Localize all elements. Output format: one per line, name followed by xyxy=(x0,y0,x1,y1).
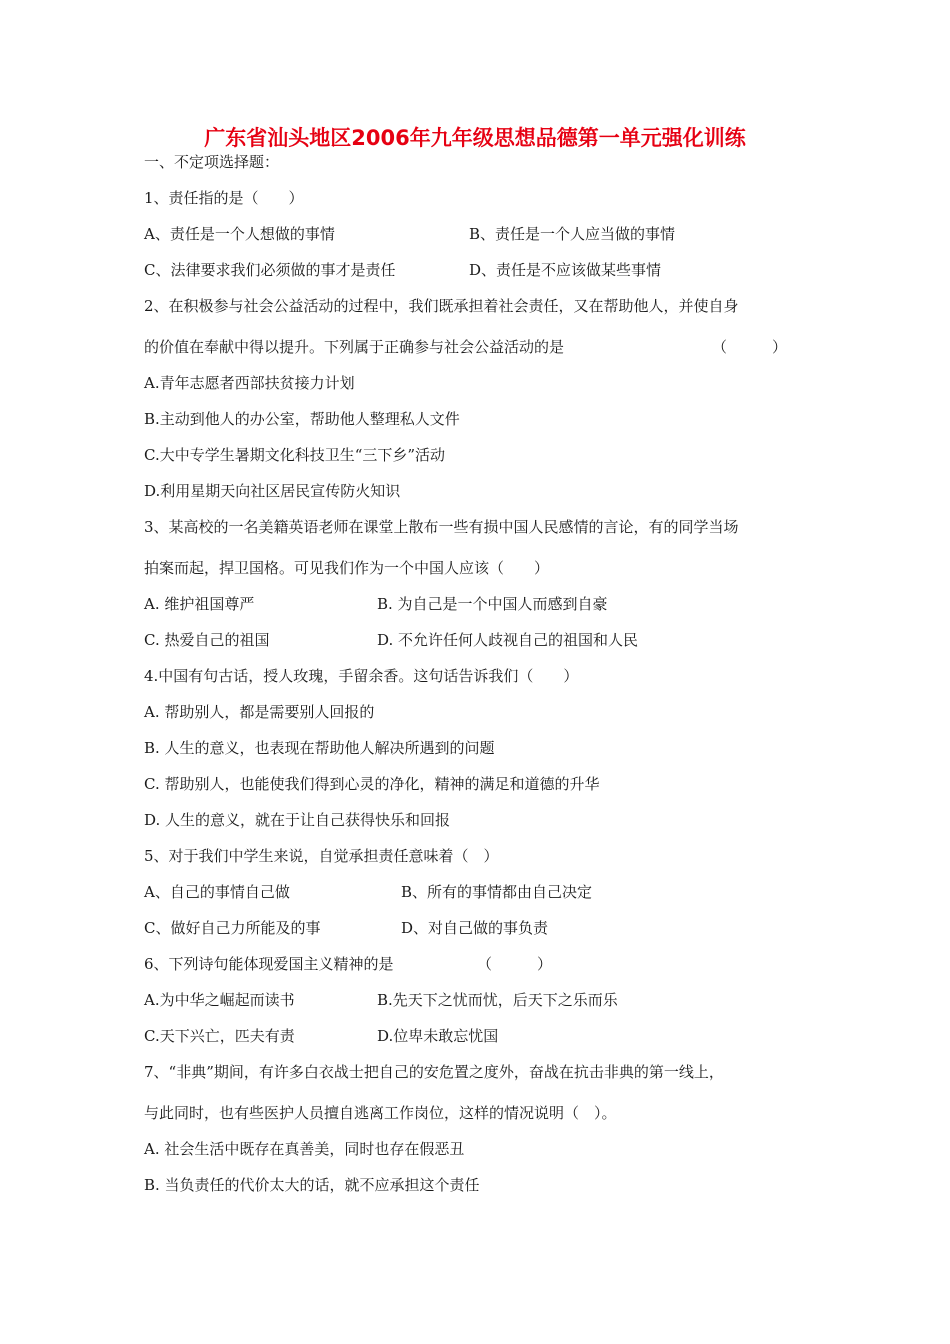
question-2-option: B.主动到他人的办公室，帮助他人整理私人文件 xyxy=(144,410,460,428)
option-c: C. 热爱自己的祖国 xyxy=(144,631,270,649)
option-a: A、自己的事情自己做 xyxy=(144,883,290,901)
question-6-option-row xyxy=(144,990,618,1010)
question-4-option: A. 帮助别人，都是需要别人回报的 xyxy=(144,703,375,721)
question-2-stem: 2、在积极参与社会公益活动的过程中，我们既承担着社会责任，又在帮助他人，并使自身 xyxy=(144,297,739,315)
option-a: A、责任是一个人想做的事情 xyxy=(144,225,335,243)
option-a: A.为中华之崛起而读书 xyxy=(144,991,295,1009)
question-3-stem-cont: 拍案而起，捍卫国格。可见我们作为一个中国人应该（ ） xyxy=(144,559,550,577)
section-heading: 一、不定项选择题： xyxy=(144,153,280,171)
question-5-option-row xyxy=(144,918,549,938)
question-3-stem: 3、某高校的一名美籍英语老师在课堂上散布一些有损中国人民感情的言论，有的同学当场 xyxy=(144,518,739,536)
question-4-option: D. 人生的意义，就在于让自己获得快乐和回报 xyxy=(144,811,451,829)
question-2-option: C.大中专学生暑期文化科技卫生“三下乡”活动 xyxy=(144,446,446,464)
option-d: D. 不允许任何人歧视自己的祖国和人民 xyxy=(377,631,639,649)
option-b: B.先天下之忧而忧，后天下之乐而乐 xyxy=(377,991,618,1009)
question-2-option: D.利用星期天向社区居民宣传防火知识 xyxy=(144,482,401,500)
question-3-option-row xyxy=(144,594,608,614)
question-3-option-row xyxy=(144,630,639,650)
question-2-option: A.青年志愿者西部扶贫接力计划 xyxy=(144,374,355,392)
question-4-option: B. 人生的意义，也表现在帮助他人解决所遇到的问题 xyxy=(144,739,495,757)
document-title: 广东省汕头地区2006年九年级思想品德第一单元强化训练 xyxy=(204,126,746,150)
question-1-stem: 1、责任指的是（ ） xyxy=(144,189,304,207)
option-b: B. 为自己是一个中国人而感到自豪 xyxy=(377,595,608,613)
option-d: D.位卑未敢忘忧国 xyxy=(377,1027,499,1045)
question-5-option-row xyxy=(144,882,593,902)
option-c: C.天下兴亡，匹夫有责 xyxy=(144,1027,295,1045)
question-7-stem-cont: 与此同时，也有些医护人员擅自逃离工作岗位，这样的情况说明（ ）。 xyxy=(144,1104,617,1122)
option-b: B、责任是一个人应当做的事情 xyxy=(469,225,676,243)
answer-blank: （ ） xyxy=(712,338,788,356)
question-6-option-row xyxy=(144,1026,499,1046)
option-c: C、做好自己力所能及的事 xyxy=(144,919,321,937)
option-d: D、对自己做的事负责 xyxy=(401,919,549,937)
question-5-stem: 5、对于我们中学生来说，自觉承担责任意味着（ ） xyxy=(144,847,499,865)
question-7-option: A. 社会生活中既存在真善美，同时也存在假恶丑 xyxy=(144,1140,465,1158)
question-1-option-row xyxy=(144,224,676,244)
question-6-stem: 6、下列诗句能体现爱国主义精神的是 （ ） xyxy=(144,955,553,973)
option-c: C、法律要求我们必须做的事才是责任 xyxy=(144,261,396,279)
option-d: D、责任是不应该做某些事情 xyxy=(469,261,662,279)
answer-blank: （ ） xyxy=(477,955,553,973)
question-7-stem: 7、“非典”期间，有许多白衣战士把自己的安危置之度外，奋战在抗击非典的第一线上， xyxy=(144,1063,724,1081)
question-1-option-row xyxy=(144,260,662,280)
question-7-option: B. 当负责任的代价太大的话，就不应承担这个责任 xyxy=(144,1176,480,1194)
option-b: B、所有的事情都由自己决定 xyxy=(401,883,593,901)
question-4-option: C. 帮助别人，也能使我们得到心灵的净化，精神的满足和道德的升华 xyxy=(144,775,600,793)
question-2-stem-cont: 的价值在奉献中得以提升。下列属于正确参与社会公益活动的是 （ ） xyxy=(144,338,788,356)
option-a: A. 维护祖国尊严 xyxy=(144,595,255,613)
question-4-stem: 4.中国有句古话，授人玫瑰，手留余香。这句话告诉我们（ ） xyxy=(144,667,579,685)
